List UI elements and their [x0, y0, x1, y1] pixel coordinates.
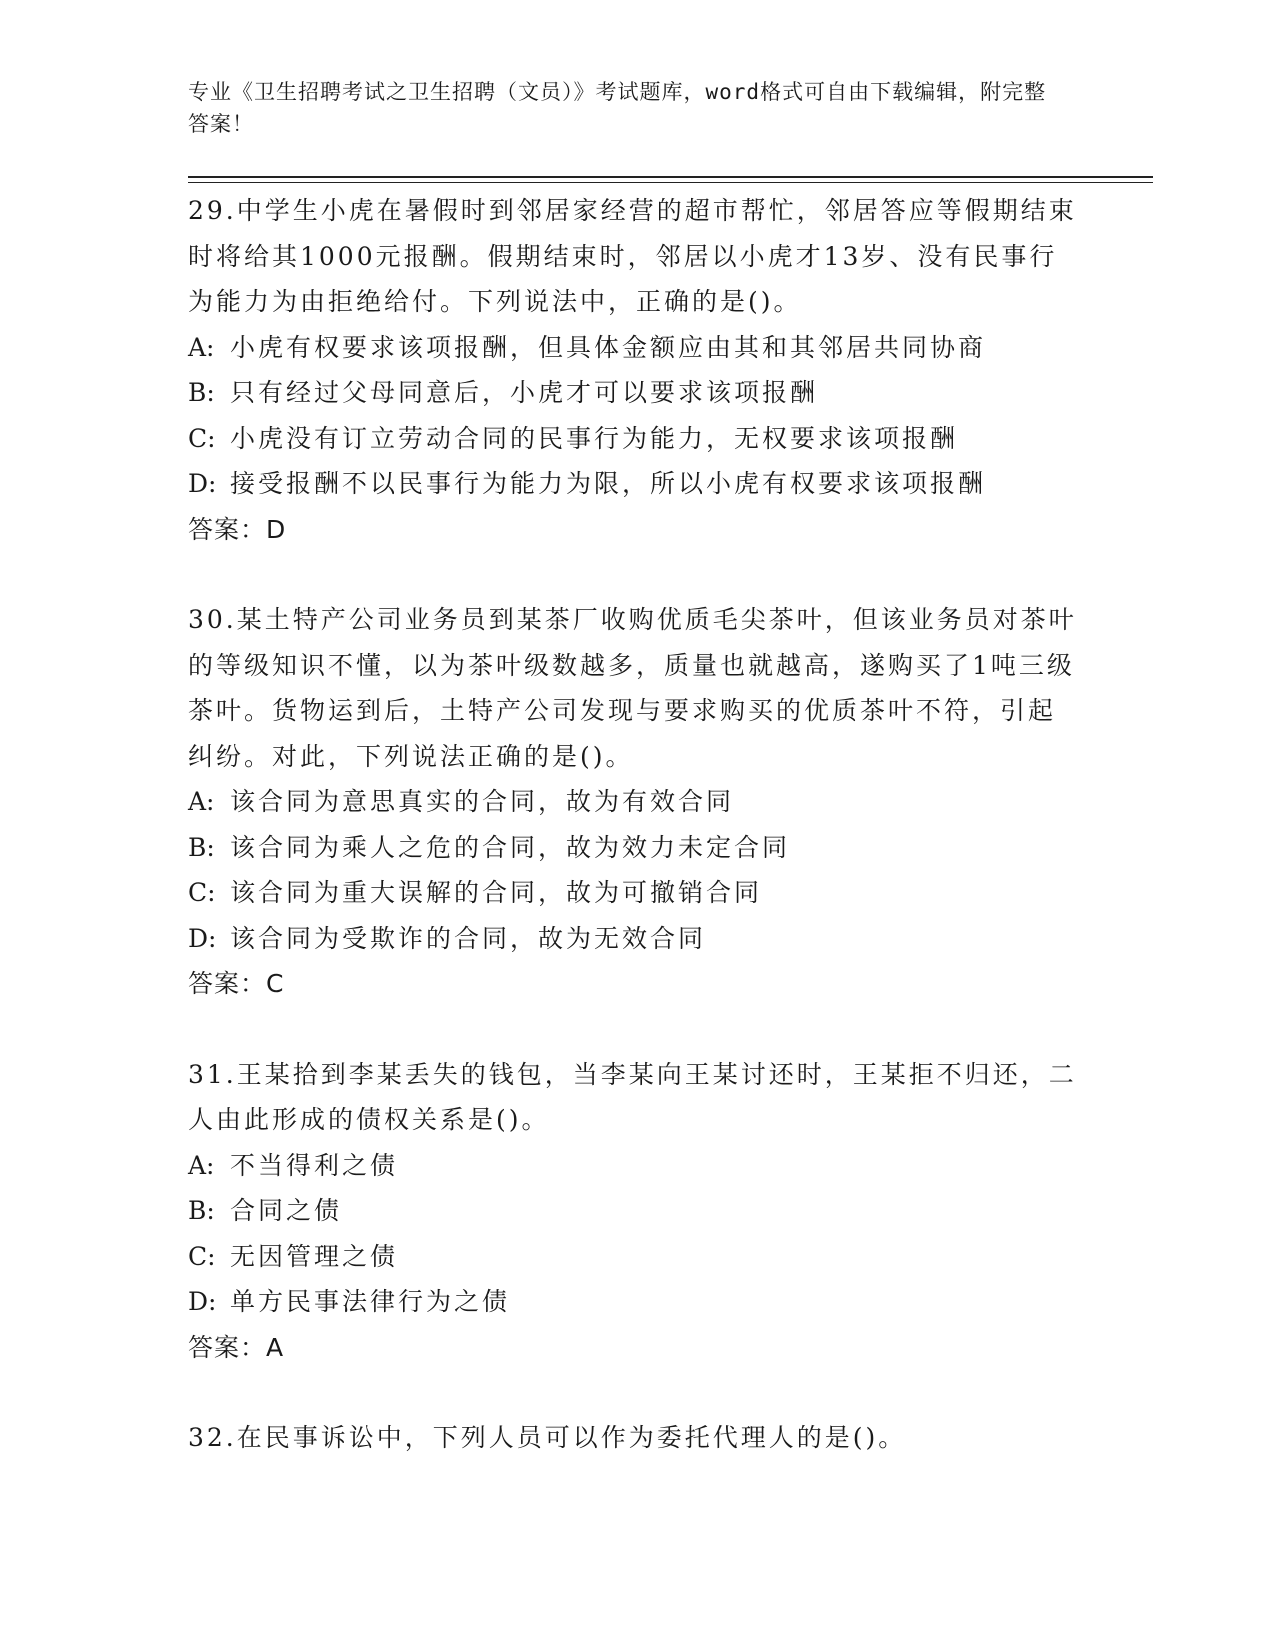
option-label: A: [188, 1150, 215, 1180]
question-list [188, 188, 1083, 1506]
option-text: 小虎有权要求该项报酬，但具体金额应由其和其邻居共同协商 [230, 332, 987, 362]
option-label: D: [188, 923, 217, 953]
option-b [188, 1188, 1083, 1234]
option-c [188, 870, 1083, 916]
option-text: 无因管理之债 [230, 1241, 399, 1271]
option-c [188, 1234, 1083, 1280]
option-text: 该合同为意思真实的合同，故为有效合同 [230, 787, 735, 816]
option-a [188, 779, 1083, 825]
option-label: C: [188, 878, 216, 907]
option-d [188, 1279, 1083, 1325]
header-divider-thin [188, 182, 1153, 183]
option-label: D: [188, 469, 217, 498]
option-label: B: [188, 1196, 215, 1225]
option-b [188, 370, 1083, 416]
option-text: 合同之债 [230, 1196, 343, 1225]
option-text: 只有经过父母同意后，小虎才可以要求该项报酬 [230, 378, 819, 407]
question-stem: 32.在民事诉讼中，下列人员可以作为委托代理人的是()。 [188, 1423, 907, 1452]
question-32 [188, 1415, 1083, 1461]
question-31 [188, 1052, 1083, 1371]
option-text: 该合同为受欺诈的合同，故为无效合同 [230, 923, 707, 953]
option-label: C: [188, 1241, 216, 1271]
option-c [188, 416, 1083, 462]
answer-line: 答案：A [188, 1332, 285, 1362]
answer-line: 答案：D [188, 514, 287, 544]
question-30 [188, 597, 1083, 1007]
option-text: 小虎没有订立劳动合同的民事行为能力，无权要求该项报酬 [230, 423, 959, 453]
option-text: 该合同为乘人之危的合同，故为效力未定合同 [230, 832, 791, 862]
option-a [188, 325, 1083, 371]
question-stem: 31.王某拾到李某丢失的钱包，当李某向王某讨还时，王某拒不归还，二人由此形成的债权关系是()。 [188, 1059, 1077, 1134]
option-d [188, 461, 1083, 507]
question-29 [188, 188, 1083, 552]
option-text: 该合同为重大误解的合同，故为可撤销合同 [230, 878, 763, 907]
question-stem: 29.中学生小虎在暑假时到邻居家经营的超市帮忙，邻居答应等假期结束时将给其1000元报酬。假期结束时，邻居以小虎才13岁、没有民事行为能力为由拒绝给付。下列说法中，正确的是()。 [188, 196, 1077, 316]
option-label: D: [188, 1287, 217, 1316]
document-header: 专业《卫生招聘考试之卫生招聘（文员）》考试题库，word格式可自由下载编辑，附完整答案！ [188, 80, 1047, 136]
option-label: A: [188, 332, 215, 362]
option-d [188, 916, 1083, 962]
question-stem: 30.某土特产公司业务员到某茶厂收购优质毛尖茶叶，但该业务员对茶叶的等级知识不懂，以为茶叶级数越多，质量也就越高，遂购买了1吨三级茶叶。货物运到后，土特产公司发现与要求购买的优质茶叶不符，引起纠纷。对此，下列说法正确的是()。 [188, 605, 1077, 771]
option-text: 不当得利之债 [230, 1150, 399, 1180]
option-b [188, 825, 1083, 871]
option-label: B: [188, 832, 215, 862]
option-label: A: [188, 787, 215, 816]
option-text: 接受报酬不以民事行为能力为限，所以小虎有权要求该项报酬 [230, 469, 987, 498]
header-divider-thick [188, 176, 1153, 178]
option-label: B: [188, 378, 215, 407]
option-text: 单方民事法律行为之债 [230, 1287, 511, 1316]
option-label: C: [188, 423, 216, 453]
answer-line: 答案：C [188, 969, 285, 998]
option-a [188, 1143, 1083, 1189]
